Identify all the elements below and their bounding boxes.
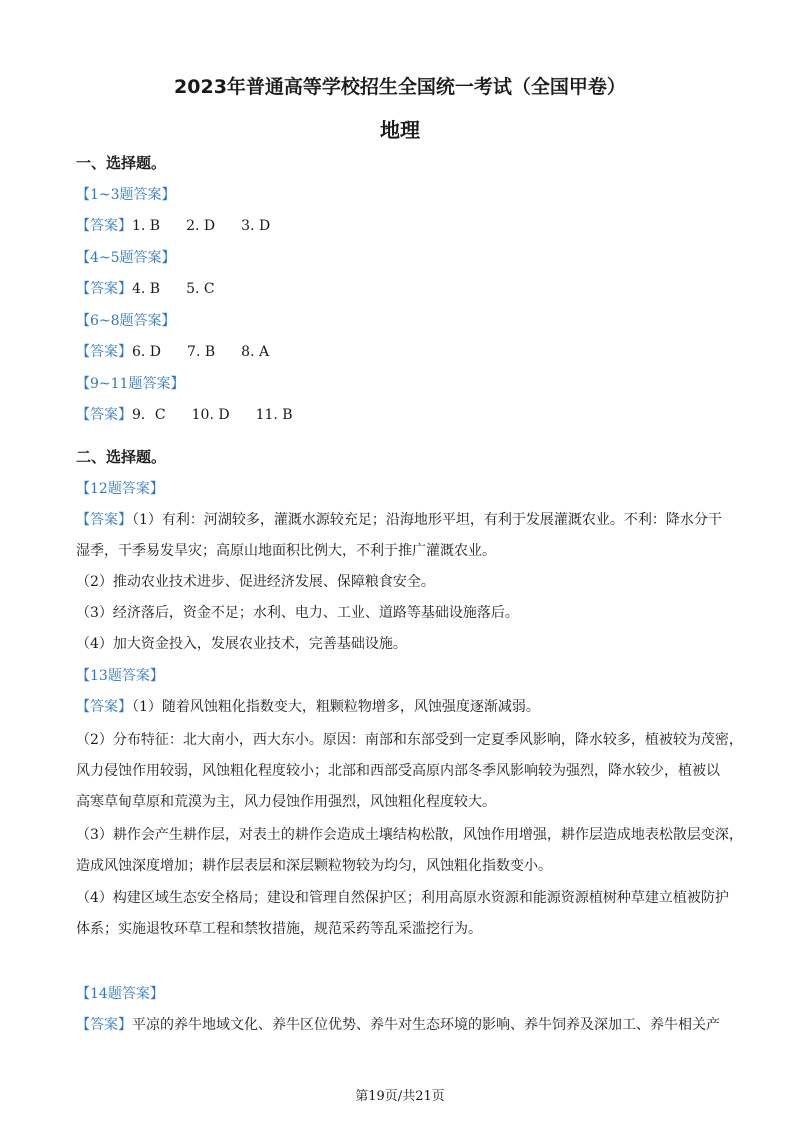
page-number: 第19页/共21页 xyxy=(355,1089,445,1104)
q13-line: 【答案】（1）随着风蚀粗化指数变大，粗颗粒物增多，风蚀强度逐渐减弱。 xyxy=(76,699,540,715)
q13-line: 造成风蚀深度增加；耕作层表层和深层颗粒物较为均匀，风蚀粗化指数变小。 xyxy=(76,858,552,874)
answer-tag: 【答案】 xyxy=(76,218,132,234)
answer-row-4-5 xyxy=(76,278,736,298)
q13-line: 风力侵蚀作用较弱，风蚀粗化程度较小；北部和西部受高原内部冬季风影响较为强烈，降水较少，植被以 xyxy=(76,763,720,779)
q12-line: 【答案】（1）有利：河湖较多，灌溉水源较充足；沿海地形平坦，有利于发展灌溉农业。不利：降水分干 xyxy=(76,512,722,528)
q12-line: （4）加大资金投入，发展农业技术，完善基础设施。 xyxy=(76,636,407,652)
q13-line: （3）耕作会产生耕作层，对表土的耕作会造成土壤结构松散，风蚀作用增强，耕作层造成地表松散层变深， xyxy=(76,827,743,843)
exam-title: 2023年普通高等学校招生全国统一考试（全国甲卷） xyxy=(174,76,626,98)
q12-label: 【12题答案】 xyxy=(76,481,164,497)
answer-1: 1. B xyxy=(132,218,161,234)
q12-line: （2）推动农业技术进步、促进经济发展、保障粮食安全。 xyxy=(76,574,435,590)
group-label-4-5: 【4~5题答案】 xyxy=(76,250,176,266)
answer-6: 6. D xyxy=(132,344,162,360)
q12-line: （3）经济落后，资金不足；水利、电力、工业、道路等基础设施落后。 xyxy=(76,605,519,621)
answer-tag: 【答案】 xyxy=(76,699,132,715)
answer-8: 8. A xyxy=(241,344,270,360)
answer-11: 11. B xyxy=(255,407,293,423)
section-2-heading: 二、选择题。 xyxy=(76,448,167,466)
answer-9: 9．C xyxy=(132,407,166,423)
answer-4: 4. B xyxy=(132,281,161,297)
answer-10: 10. D xyxy=(191,407,230,423)
answer-row-6-8 xyxy=(76,341,736,361)
q12-line: 湿季，干季易发旱灾；高原山地面积比例大，不利于推广灌溉农业。 xyxy=(76,543,496,559)
group-label-1-3: 【1~3题答案】 xyxy=(76,187,176,203)
answer-tag: 【答案】 xyxy=(76,512,132,528)
q13-label: 【13题答案】 xyxy=(76,668,164,684)
group-label-9-11: 【9~11题答案】 xyxy=(76,376,185,392)
answer-row-1-3 xyxy=(76,215,736,235)
q13-line: （4）构建区域生态安全格局；建设和管理自然保护区；利用高原水资源和能源资源植树种草建立植被防护 xyxy=(76,890,729,906)
q14-line: 【答案】平凉的养牛地域文化、养牛区位优势、养牛对生态环境的影响、养牛饲养及深加工、养牛相关产 xyxy=(76,1017,720,1033)
q13-line: 高寒草甸草原和荒漠为主，风力侵蚀作用强烈，风蚀粗化程度较大。 xyxy=(76,794,496,810)
q13-line: （2）分布特征：北大南小，西大东小。原因：南部和东部受到一定夏季风影响，降水较多，植被较为茂密， xyxy=(76,732,743,748)
answer-3: 3. D xyxy=(241,218,271,234)
group-label-6-8: 【6~8题答案】 xyxy=(76,313,176,329)
answer-row-9-11 xyxy=(76,404,736,424)
q13-line: 体系；实施退牧环草工程和禁牧措施，规范采药等乱采滥挖行为。 xyxy=(76,921,482,937)
answer-tag: 【答案】 xyxy=(76,344,132,360)
answer-tag: 【答案】 xyxy=(76,407,132,423)
answer-tag: 【答案】 xyxy=(76,281,132,297)
answer-7: 7. B xyxy=(187,344,216,360)
answer-2: 2. D xyxy=(186,218,216,234)
q14-label: 【14题答案】 xyxy=(76,986,164,1002)
subject-title: 地理 xyxy=(380,118,420,142)
answer-5: 5. C xyxy=(186,281,215,297)
answer-tag: 【答案】 xyxy=(76,1017,132,1033)
section-1-heading: 一、选择题。 xyxy=(76,154,167,172)
